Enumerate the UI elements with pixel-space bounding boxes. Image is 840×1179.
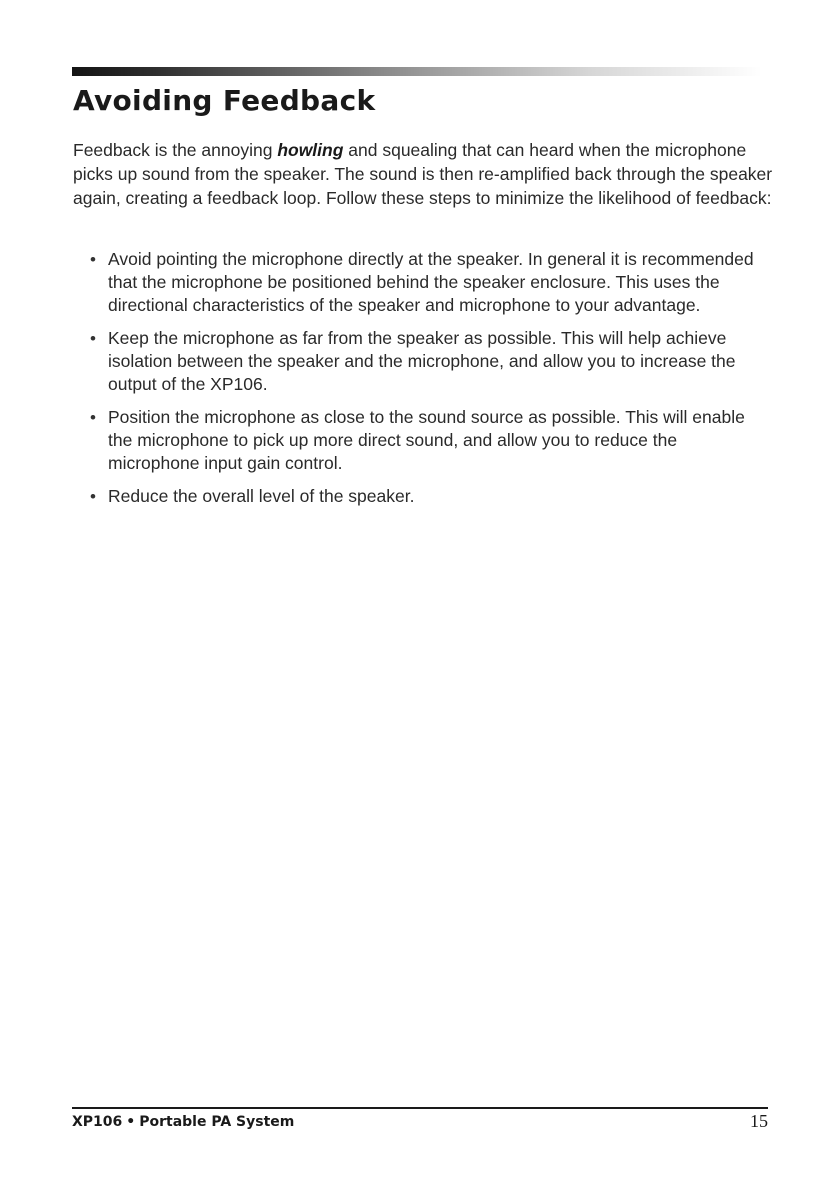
list-item-text: Reduce the overall level of the speaker. <box>108 486 415 506</box>
list-item <box>90 485 770 508</box>
bullet-icon: • <box>90 408 96 427</box>
header-rule <box>72 67 762 76</box>
page-title: Avoiding Feedback <box>73 84 376 117</box>
intro-paragraph <box>73 138 773 210</box>
bullet-icon: • <box>90 329 96 348</box>
intro-text-start: Feedback is the annoying <box>73 140 278 160</box>
footer-rule <box>72 1107 768 1109</box>
bullet-icon: • <box>90 250 96 269</box>
footer-separator: • <box>126 1114 136 1130</box>
footer-product: XP106 <box>72 1114 123 1130</box>
intro-emphasis: howling <box>277 140 344 160</box>
list-item <box>90 327 770 396</box>
list-item-text: Avoid pointing the microphone directly at the speaker. In general it is recommended that the microphone be positioned behind the speaker enclosure. This uses the directional characteristics of the speaker and microphone to your advantage. <box>108 249 754 315</box>
list-item <box>90 406 770 475</box>
page-number: 15 <box>750 1111 768 1131</box>
footer-product-line <box>72 1114 294 1130</box>
list-item-text: Position the microphone as close to the sound source as possible. This will enable the microphone to pick up more direct sound, and allow you to reduce the microphone input gain control. <box>108 407 745 473</box>
list-item-text: Keep the microphone as far from the speaker as possible. This will help achieve isolation between the speaker and the microphone, and allow you to increase the output of the XP106. <box>108 328 736 394</box>
footer-subtitle: Portable PA System <box>139 1114 295 1130</box>
bullet-icon: • <box>90 487 96 506</box>
list-item <box>90 248 770 317</box>
feedback-tips-list <box>90 248 770 518</box>
intro-text-end: and squealing that can heard when the microphone picks up sound from the speaker. The sound is then re-amplified back through the speaker again, creating a feedback loop. Follow these steps to minimize the likelihood of feedback: <box>73 140 773 208</box>
